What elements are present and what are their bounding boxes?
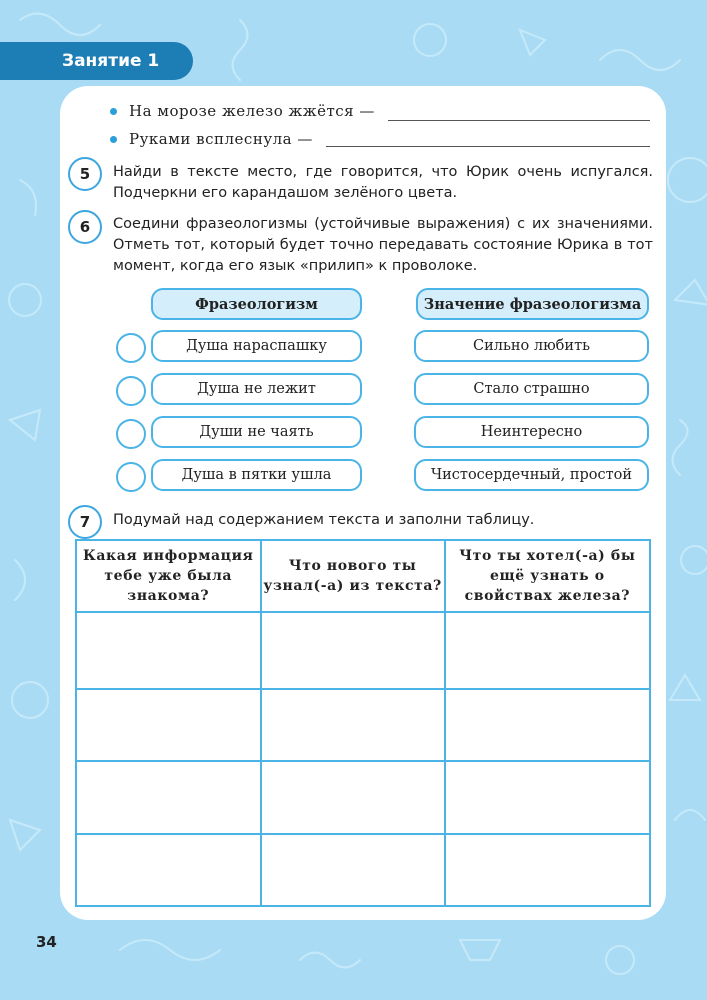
table-header-row [76, 540, 650, 612]
table-cell[interactable] [445, 834, 650, 906]
table-cell[interactable] [76, 689, 261, 761]
meaning-box[interactable]: Чистосердечный, простой [414, 459, 649, 491]
task-6-number: 6 [68, 210, 102, 244]
task-5-text: Найди в тексте место, где говорится, что Юрик очень испугался. Подчеркни его карандашом зелёного цвета. [113, 164, 653, 201]
table-row [76, 689, 650, 761]
task-5-number: 5 [68, 157, 102, 191]
mark-circle[interactable] [116, 419, 146, 449]
table-row [76, 761, 650, 834]
bullet-item: На морозе железо жжётся — [112, 102, 375, 120]
task-6-text: Соедини фразеологизмы (устойчивые выражения) с их значениями. Отметь тот, который будет точно передавать состояние Юрика в тот момент, когда его язык «прилип» к проволоке. [113, 216, 653, 274]
table-cell[interactable] [261, 612, 445, 689]
table-cell[interactable] [76, 834, 261, 906]
bullet-dot-icon [110, 136, 117, 143]
column-header-want-to-know: Что ты хотел(-а) бы ещё узнать о свойствах железа? [445, 540, 650, 612]
table-cell[interactable] [261, 761, 445, 834]
table-cell[interactable] [76, 761, 261, 834]
idiom-box[interactable]: Душа в пятки ушла [151, 459, 362, 491]
idiom-box[interactable]: Душа не лежит [151, 373, 362, 405]
task-7-text: Подумай над содержанием текста и заполни таблицу. [113, 512, 535, 528]
column-header-known: Какая информация тебе уже была знакома? [76, 540, 261, 612]
table-cell[interactable] [445, 612, 650, 689]
idiom-column-header: Фразеологизм [151, 288, 362, 320]
table-cell[interactable] [261, 834, 445, 906]
meaning-box[interactable]: Неинтересно [414, 416, 649, 448]
meaning-box[interactable]: Сильно любить [414, 330, 649, 362]
table-cell[interactable] [445, 761, 650, 834]
table-cell[interactable] [76, 612, 261, 689]
table-row [76, 834, 650, 906]
answer-line[interactable] [326, 146, 650, 147]
table-cell[interactable] [261, 689, 445, 761]
idiom-box[interactable]: Души не чаять [151, 416, 362, 448]
mark-circle[interactable] [116, 333, 146, 363]
reflection-table [75, 539, 651, 907]
lesson-tag: Занятие 1 [0, 42, 193, 80]
answer-line[interactable] [388, 120, 650, 121]
idiom-box[interactable]: Душа нараспашку [151, 330, 362, 362]
meaning-box[interactable]: Стало страшно [414, 373, 649, 405]
mark-circle[interactable] [116, 376, 146, 406]
bullet-dot-icon [110, 108, 117, 115]
task-7-number: 7 [68, 505, 102, 539]
mark-circle[interactable] [116, 462, 146, 492]
page-number: 34 [36, 933, 57, 951]
bullet-item: Руками всплеснула — [112, 130, 313, 148]
table-row [76, 612, 650, 689]
table-cell[interactable] [445, 689, 650, 761]
meaning-column-header: Значение фразеологизма [416, 288, 649, 320]
column-header-learned: Что нового ты узнал(-а) из текста? [261, 540, 445, 612]
